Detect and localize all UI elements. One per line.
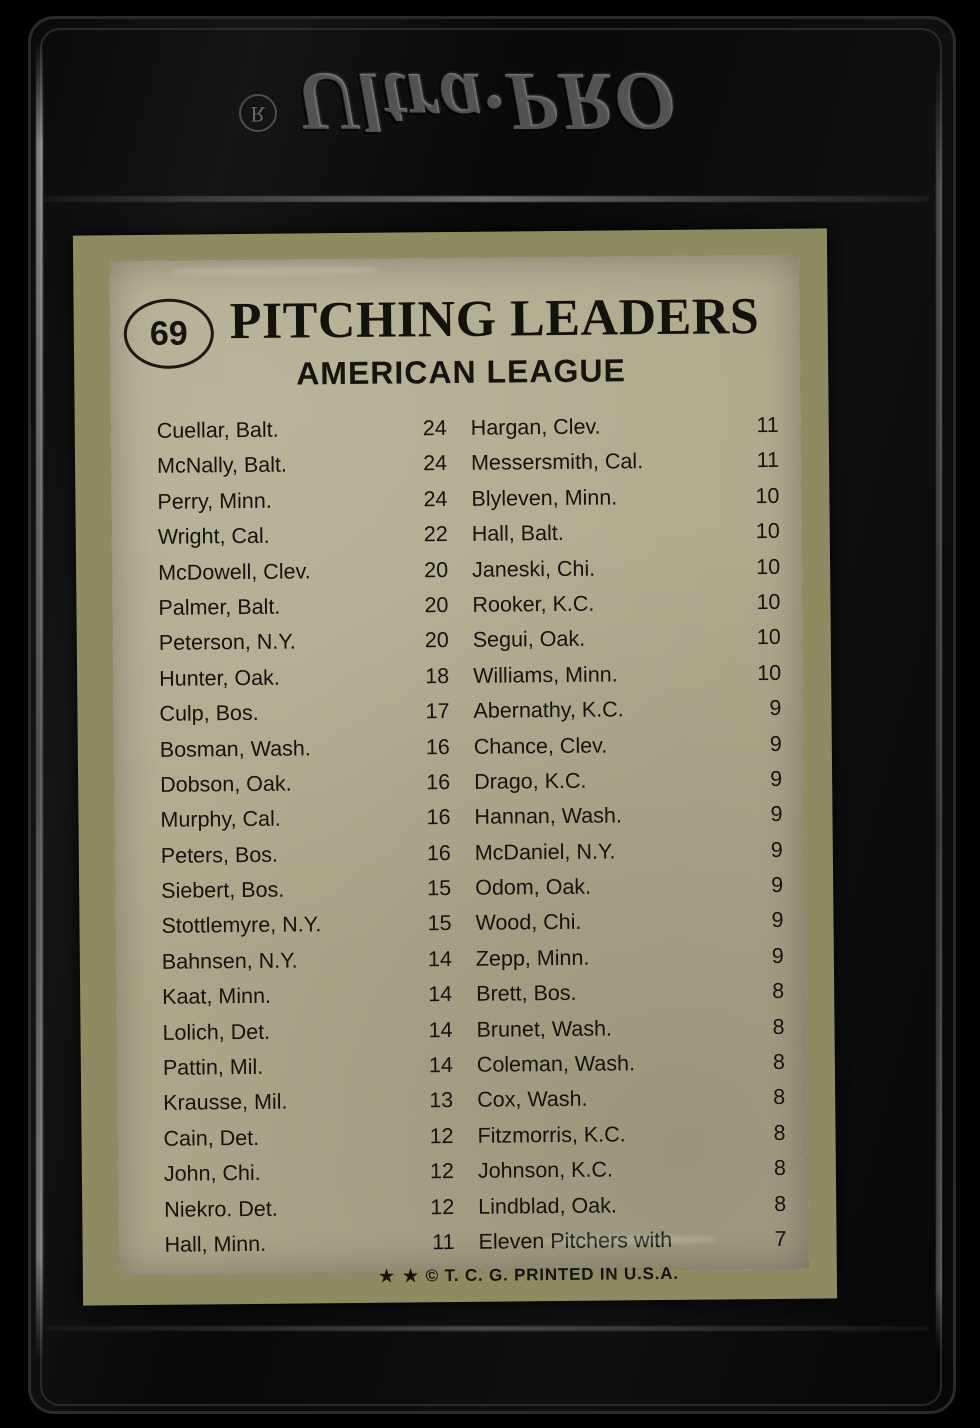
leader-name: Odom, Oak.: [475, 874, 592, 900]
leader-name: Hall, Minn.: [164, 1231, 267, 1257]
leader-row: [460, 802, 790, 841]
leader-row: [129, 628, 459, 667]
leader-value: 24: [422, 416, 447, 441]
leader-value: 16: [426, 805, 451, 830]
leader-value: 24: [423, 451, 448, 476]
leader-name: Williams, Minn.: [473, 662, 618, 688]
leader-row: [128, 522, 458, 561]
leader-name: Hargan, Clev.: [470, 414, 601, 440]
leader-value: 13: [429, 1088, 454, 1113]
leader-name: Zepp, Minn.: [475, 945, 590, 971]
leader-value: 11: [756, 448, 780, 473]
leader-row: [463, 1050, 793, 1089]
leader-row: [127, 451, 457, 490]
leader-name: McDaniel, N.Y.: [474, 839, 616, 865]
leader-value: 9: [770, 802, 783, 827]
leader-row: [134, 1230, 464, 1269]
leader-name: Brunet, Wash.: [476, 1016, 613, 1042]
leader-value: 8: [772, 1049, 785, 1074]
leader-value: 14: [428, 1053, 453, 1078]
leader-name: Perry, Minn.: [157, 488, 272, 514]
card-number-badge: 69: [123, 298, 214, 369]
leader-name: McDowell, Clev.: [158, 558, 311, 585]
leader-name: Lindblad, Oak.: [478, 1193, 617, 1219]
leader-name: Coleman, Wash.: [476, 1051, 636, 1077]
leader-name: Culp, Bos.: [159, 701, 259, 726]
case-highlight-right: [936, 60, 942, 1350]
leader-row: [128, 593, 458, 632]
leader-row: [130, 770, 460, 809]
leader-row: [459, 661, 789, 700]
leader-row: [134, 1195, 464, 1234]
leader-name: Krausse, Mil.: [163, 1090, 288, 1116]
leader-row: [459, 625, 789, 664]
leaders-column-left: [127, 416, 465, 1269]
leader-value: 16: [425, 734, 450, 759]
leader-row: [133, 1088, 463, 1127]
leader-row: [132, 1018, 462, 1057]
leader-name: Kaat, Minn.: [162, 984, 272, 1010]
leaders-columns: [127, 413, 795, 1269]
leader-value: 16: [426, 769, 451, 795]
leader-value: 8: [773, 1120, 786, 1145]
footer-copyright-text: © T. C. G. PRINTED IN U.S.A.: [425, 1263, 679, 1286]
leader-row: [129, 699, 459, 738]
leader-row: [461, 873, 791, 912]
leader-name: Cox, Wash.: [477, 1087, 588, 1113]
leader-name: Brett, Bos.: [476, 981, 577, 1007]
leader-value: 24: [423, 486, 448, 512]
leader-row: [131, 911, 461, 950]
leader-name: Niekro. Det.: [164, 1196, 278, 1222]
leader-row: [458, 590, 788, 629]
leader-name: Pattin, Mil.: [162, 1054, 264, 1080]
leader-name: Murphy, Cal.: [160, 806, 281, 833]
leader-value: 20: [424, 557, 449, 582]
leader-value: 8: [772, 1014, 785, 1039]
leader-name: Palmer, Balt.: [158, 594, 281, 620]
leader-value: 8: [773, 1085, 786, 1110]
leader-row: [132, 947, 462, 986]
leader-value: 10: [757, 660, 782, 685]
leader-name: Janeski, Chi.: [471, 556, 596, 582]
leader-value: 10: [756, 625, 781, 650]
leader-value: 10: [756, 589, 781, 615]
leader-row: [459, 696, 789, 735]
leader-value: 15: [427, 876, 452, 901]
leader-value: 8: [773, 1156, 786, 1181]
leaders-column-right: [457, 413, 795, 1266]
leader-name: Rooker, K.C.: [472, 591, 595, 617]
leader-name: Cuellar, Balt.: [156, 417, 279, 443]
leader-name: Siebert, Bos.: [161, 877, 285, 903]
leader-row: [132, 982, 462, 1021]
leader-name: Segui, Oak.: [472, 627, 586, 653]
leader-name: Drago, K.C.: [474, 768, 587, 794]
leader-name: Hannan, Wash.: [474, 803, 622, 830]
leader-row: [130, 805, 460, 844]
leader-row: [461, 908, 791, 947]
leader-row: [463, 1085, 793, 1124]
leader-row: [131, 876, 461, 915]
leader-row: [464, 1227, 794, 1266]
leader-name: Messersmith, Cal.: [470, 449, 644, 476]
card-surface-scuff: [169, 265, 379, 277]
case-highlight-left: [36, 40, 43, 1360]
leader-name: Peters, Bos.: [160, 842, 279, 868]
leader-value: 8: [772, 979, 785, 1004]
leader-row: [457, 413, 787, 452]
leader-value: 9: [771, 872, 784, 898]
leader-name: John, Chi.: [163, 1161, 261, 1187]
leader-name: Eleven Pitchers with: [478, 1227, 673, 1254]
leader-value: 11: [756, 412, 779, 438]
leader-value: 15: [427, 911, 452, 936]
leader-value: 22: [423, 522, 448, 547]
leader-row: [134, 1159, 464, 1198]
leader-value: 10: [755, 483, 780, 508]
leader-row: [460, 731, 790, 770]
leader-value: 9: [770, 837, 783, 862]
leader-value: 12: [429, 1123, 454, 1149]
leader-value: 9: [769, 731, 782, 756]
leader-row: [461, 837, 791, 876]
leader-value: 8: [774, 1191, 787, 1216]
leader-row: [462, 979, 792, 1018]
leader-row: [464, 1156, 794, 1195]
leader-value: 10: [755, 519, 780, 544]
leader-name: Cain, Det.: [163, 1125, 260, 1151]
leader-row: [128, 558, 458, 597]
leader-name: Wood, Chi.: [475, 910, 582, 936]
leader-value: 9: [770, 766, 783, 791]
leader-value: 9: [769, 695, 782, 721]
leader-name: Hall, Balt.: [471, 521, 564, 546]
leader-name: Bosman, Wash.: [159, 735, 311, 762]
leader-value: 20: [424, 628, 449, 653]
leader-name: Chance, Clev.: [473, 733, 608, 759]
card-title: PITCHING LEADERS: [229, 288, 760, 351]
leader-name: Lolich, Det.: [162, 1019, 271, 1045]
leader-name: McNally, Balt.: [156, 452, 288, 479]
leader-name: Peterson, N.Y.: [158, 629, 296, 656]
leader-value: 18: [425, 663, 450, 689]
leader-name: Dobson, Oak.: [160, 771, 292, 797]
leader-name: Wright, Cal.: [157, 523, 270, 550]
leader-row: [129, 664, 459, 703]
leader-row: [133, 1053, 463, 1092]
leader-name: Hunter, Oak.: [159, 665, 280, 691]
leader-value: 14: [428, 982, 453, 1007]
leader-value: 14: [428, 1017, 453, 1042]
leader-name: Blyleven, Minn.: [471, 485, 618, 511]
leader-row: [457, 448, 787, 487]
leader-value: 9: [771, 943, 784, 968]
registered-trademark-icon: R: [239, 94, 277, 132]
leader-row: [131, 841, 461, 880]
leader-value: 17: [425, 699, 450, 724]
leader-name: Abernathy, K.C.: [473, 697, 624, 723]
case-seam-bottom: [44, 1326, 928, 1331]
leader-row: [127, 487, 457, 526]
leader-row: [463, 1121, 793, 1160]
card-subtitle: AMERICAN LEAGUE: [296, 352, 627, 392]
leader-value: 9: [771, 908, 784, 933]
leader-value: 14: [427, 946, 452, 972]
leader-value: 12: [429, 1159, 454, 1184]
baseball-card: [73, 228, 837, 1305]
case-seam-top: [44, 196, 928, 202]
leader-value: 10: [756, 554, 781, 579]
leader-value: 11: [432, 1230, 455, 1255]
leader-row: [462, 944, 792, 983]
leader-name: Johnson, K.C.: [477, 1157, 614, 1184]
leader-row: [458, 554, 788, 593]
leader-row: [460, 767, 790, 806]
leader-row: [457, 484, 787, 523]
leader-value: 16: [426, 840, 451, 865]
leader-row: [127, 416, 457, 455]
leader-value: 20: [424, 593, 449, 618]
leader-name: Stottlemyre, N.Y.: [161, 912, 322, 939]
leader-value: 12: [430, 1194, 455, 1219]
leader-row: [133, 1124, 463, 1163]
footer-stars: ★ ★: [378, 1266, 421, 1286]
ultrapro-logo-text: Ultra·PRO: [294, 56, 676, 150]
leader-value: 7: [774, 1226, 787, 1251]
leader-name: Bahnsen, N.Y.: [161, 948, 298, 974]
leader-row: [464, 1191, 794, 1230]
leader-name: Fitzmorris, K.C.: [477, 1122, 626, 1148]
leader-row: [130, 734, 460, 773]
leader-row: [458, 519, 788, 558]
leader-row: [462, 1014, 792, 1053]
card-front-surface: [109, 255, 809, 1286]
